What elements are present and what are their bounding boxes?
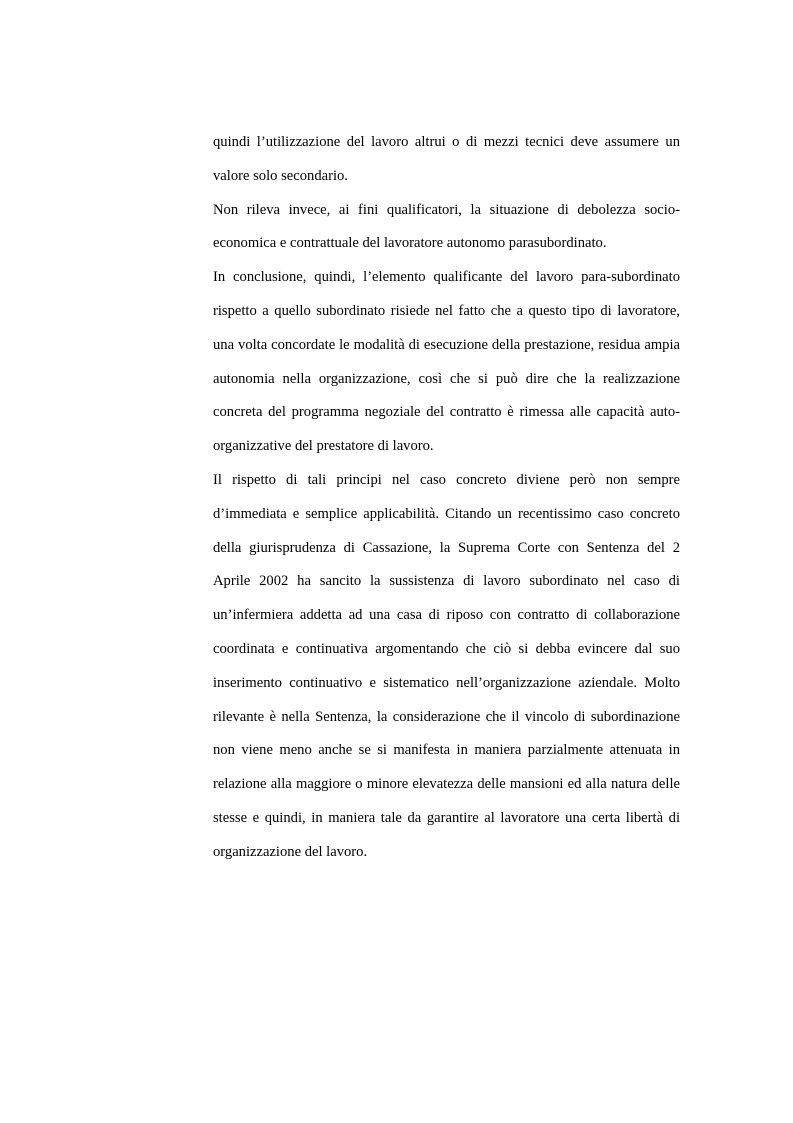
text-line: d’immediata e semplice applicabilità. Citando un recentissimo caso concreto (213, 505, 680, 522)
text-line: relazione alla maggiore o minore elevatezza delle mansioni ed alla natura delle (213, 776, 680, 793)
text-line: una volta concordate le modalità di esecuzione della prestazione, residua ampia (213, 336, 680, 353)
text-line: inserimento continuativo e sistematico nell’organizzazione aziendale. Molto (213, 674, 680, 691)
text-line: coordinata e continuativa argomentando che ciò si debba evincere dal suo (213, 640, 680, 657)
text-line: Aprile 2002 ha sancito la sussistenza di lavoro subordinato nel caso di (213, 573, 680, 590)
text-line: della giurisprudenza di Cassazione, la Suprema Corte con Sentenza del 2 (213, 539, 680, 556)
text-line: valore solo secondario. (213, 167, 348, 184)
text-line: autonomia nella organizzazione, così che si può dire che la realizzazione (213, 370, 680, 387)
text-line: quindi l’utilizzazione del lavoro altrui o di mezzi tecnici deve assumere un (213, 134, 680, 150)
text-line: rilevante è nella Sentenza, la considerazione che il vincolo di subordinazione (213, 708, 680, 725)
text-line: un’infermiera addetta ad una casa di riposo con contratto di collaborazione (213, 607, 680, 624)
text-line: stesse e quindi, in maniera tale da garantire al lavoratore una certa libertà di (213, 809, 680, 826)
text-line: Non rileva invece, ai fini qualificatori, la situazione di debolezza socio- (213, 201, 680, 218)
text-line: economica e contrattuale del lavoratore autonomo parasubordinato. (213, 235, 607, 252)
text-line: rispetto a quello subordinato risiede nel fatto che a questo tipo di lavoratore, (213, 302, 680, 319)
body-text (213, 126, 680, 870)
text-line: concreta del programma negoziale del contratto è rimessa alle capacità auto- (213, 404, 680, 421)
text-line: Il rispetto di tali principi nel caso concreto diviene però non sempre (213, 471, 680, 488)
text-line: In conclusione, quindi, l’elemento qualificante del lavoro para-subordinato (213, 269, 680, 286)
text-line: organizzazione del lavoro. (213, 843, 368, 860)
text-line: non viene meno anche se si manifesta in maniera parzialmente attenuata in (213, 742, 680, 759)
text-line: organizzative del prestatore di lavoro. (213, 438, 434, 455)
